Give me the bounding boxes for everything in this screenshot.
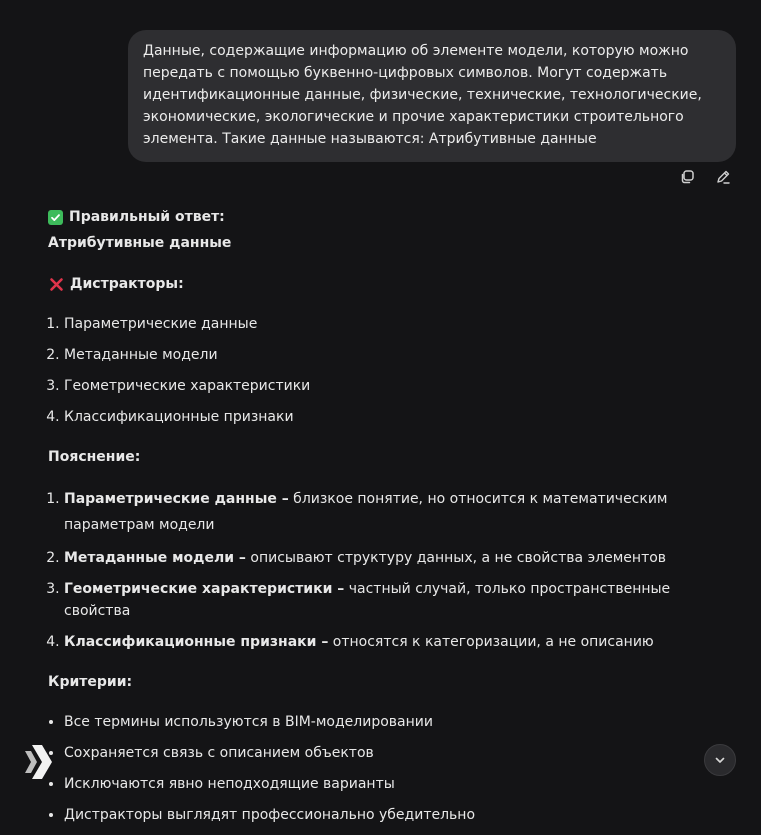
explanation-text: близкое понятие, но относится к математическим параметрам модели [64, 491, 668, 533]
distractor-item: 2. Метаданные модели [64, 344, 728, 366]
distractor-item: 3. Геометрические характеристики [64, 375, 728, 397]
pencil-icon [715, 169, 731, 185]
distractor-item: 4. Классификационные признаки [64, 406, 728, 428]
explanation-item [64, 547, 728, 569]
criteria-list [48, 711, 728, 826]
explanation-term: Классификационные признаки – [64, 634, 329, 650]
criteria-heading: Критерии: [48, 674, 133, 690]
distractor-item: 1. Параметрические данные [64, 313, 728, 335]
criteria-item: • Все термины используются в BIM-моделировании [64, 711, 728, 733]
edit-button[interactable] [712, 166, 734, 188]
distractors-list [48, 313, 728, 428]
criteria-item: • Исключаются явно неподходящие варианты [64, 773, 728, 795]
user-message-bubble [128, 30, 736, 162]
explanation-term: Геометрические характеристики – [64, 581, 345, 597]
explanation-text: описывают структуру данных, а не свойства элементов [245, 550, 667, 566]
user-message-text: Данные, содержащие информацию об элементе модели, которую можно передать с помощью буквенно-цифровых символов. Могут содержать идентификационные данные, физические, технические, технологические, экономические, экологические и прочие характеристики строительного элемента. Такие данные называются: Атрибутивные данные [143, 43, 702, 147]
explanation-item [64, 631, 728, 653]
explanation-heading: Пояснение: [48, 449, 141, 465]
copy-icon [679, 169, 695, 185]
scroll-down-button[interactable] [704, 744, 736, 776]
distractors-heading-text: Дистракторы: [70, 276, 184, 292]
assistant-logo-icon [22, 743, 56, 781]
correct-heading-text: Правильный ответ: [69, 209, 225, 225]
criteria-item: • Сохраняется связь с описанием объектов [64, 742, 728, 764]
copy-button[interactable] [676, 166, 698, 188]
correct-answer-value: Атрибутивные данные [48, 235, 232, 251]
message-actions [676, 166, 734, 188]
explanation-term: Параметрические данные – [64, 491, 289, 507]
chevron-down-icon [714, 754, 726, 766]
correct-answer-heading [48, 206, 728, 228]
distractors-heading [48, 273, 728, 295]
explanation-text: частный случай, только пространственные свойства [64, 581, 671, 619]
criteria-item: • Дистракторы выглядят профессионально убедительно [64, 804, 728, 826]
check-mark-icon [48, 210, 63, 225]
explanation-text: относятся к категоризации, а не описанию [328, 634, 654, 650]
explanation-item [64, 578, 728, 622]
cross-mark-icon [48, 276, 64, 292]
assistant-answer [48, 206, 728, 835]
explanation-item [64, 486, 728, 538]
explanations-list [48, 486, 728, 653]
explanation-term: Метаданные модели – [64, 550, 246, 566]
